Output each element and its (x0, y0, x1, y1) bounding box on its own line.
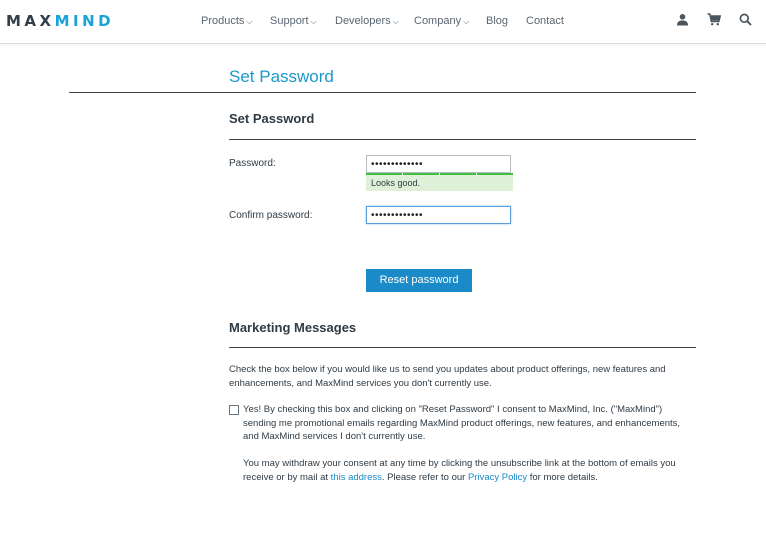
logo-text-max: MAX (6, 12, 55, 30)
nav-item-blog[interactable]: Blog (486, 15, 509, 27)
marketing-intro-text: Check the box below if you would like us to send you updates about product offerings, new features and enhancements, and MaxMind services you don't currently use. (229, 364, 666, 389)
address-link[interactable]: this address (330, 471, 382, 483)
privacy-policy-link[interactable]: Privacy Policy (467, 471, 528, 483)
confirm-password-label: Confirm password: (229, 210, 313, 221)
reset-password-button[interactable]: Reset password (366, 269, 472, 292)
password-field[interactable]: ••••••••••••• (366, 155, 511, 173)
confirm-password-field[interactable]: ••••••••••••• (366, 206, 511, 224)
chevron-down-icon: ⌵ (463, 17, 470, 26)
nav-item-developers[interactable] (335, 15, 399, 27)
nav-label: Products (201, 15, 245, 27)
consent-text: Yes! By checking this box and clicking on "Reset Password" I consent to MaxMind, Inc. ("MaxMind") sending me promotional emails regarding MaxMind product offerings, new features, and enhancements, and MaxMind services I don't currently use. (243, 404, 681, 442)
top-navigation-bar (0, 0, 766, 44)
nav-item-company[interactable] (414, 15, 469, 27)
user-icon[interactable] (676, 13, 689, 26)
nav-item-support[interactable] (270, 15, 317, 27)
withdraw-text-start: You may withdraw your consent at any time by clicking the unsubscribe link at the bottom of emails you receive or by mail at (243, 458, 676, 483)
cart-icon[interactable] (707, 13, 721, 26)
withdraw-consent-text (243, 457, 695, 484)
chevron-down-icon: ⌵ (310, 17, 317, 26)
password-label: Password: (229, 158, 276, 169)
title-divider (69, 92, 696, 93)
marketing-messages-heading: Marketing Messages (229, 320, 357, 335)
nav-label: Support (270, 15, 309, 27)
marketing-consent-checkbox[interactable] (229, 405, 239, 415)
withdraw-text-middle: . Please refer to our (381, 471, 468, 483)
marketing-divider (229, 347, 696, 348)
nav-label: Company (414, 15, 462, 27)
chevron-down-icon: ⌵ (392, 17, 399, 26)
nav-item-contact[interactable]: Contact (526, 15, 564, 27)
page-title: Set Password (229, 67, 334, 86)
section-divider (229, 139, 696, 140)
chevron-down-icon: ⌵ (246, 17, 253, 26)
nav-item-products[interactable] (201, 15, 253, 27)
withdraw-text-end: for more details. (527, 471, 598, 483)
password-strength-message: Looks good. (366, 175, 513, 191)
nav-label: Developers (335, 15, 391, 27)
maxmind-logo[interactable] (6, 12, 114, 30)
set-password-heading: Set Password (229, 111, 315, 126)
logo-text-mind: MIND (54, 12, 115, 30)
search-icon[interactable] (739, 13, 752, 26)
